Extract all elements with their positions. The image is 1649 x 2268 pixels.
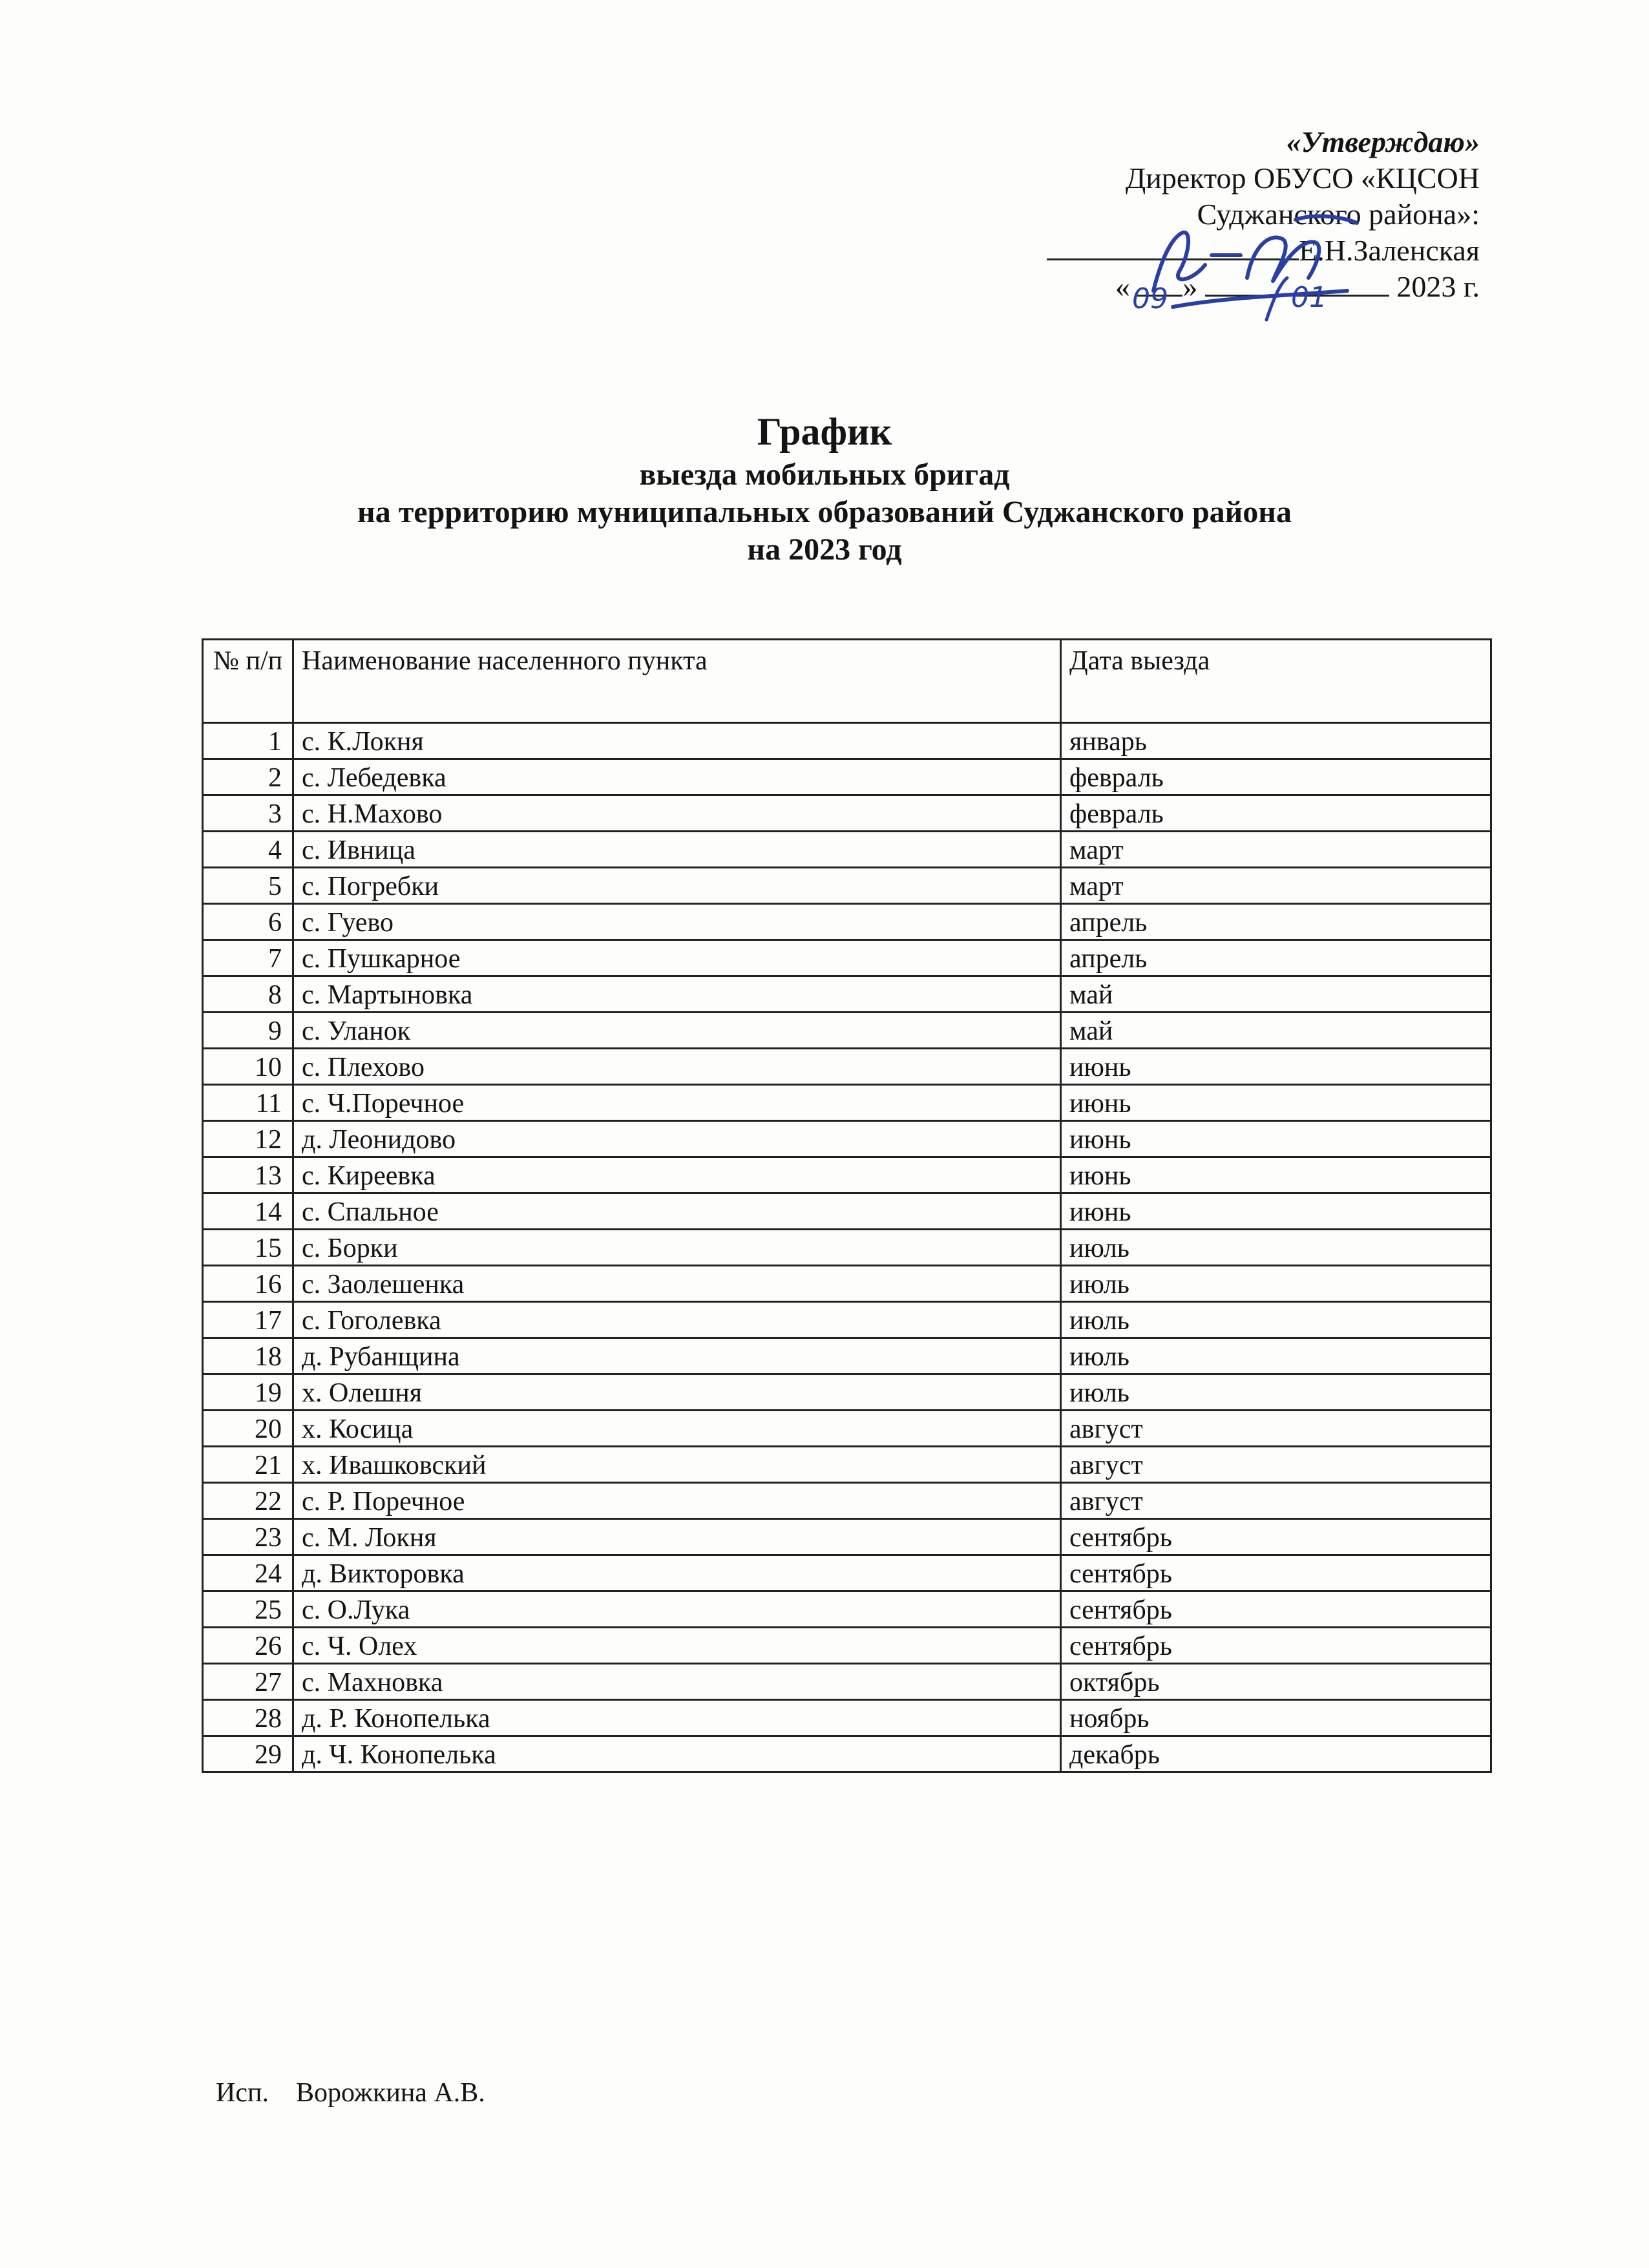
handwritten-month: 01 (1291, 281, 1327, 314)
table-row (203, 940, 1491, 976)
settlement-name: х. Косица (293, 1411, 1061, 1447)
table-row (203, 1302, 1491, 1338)
table-row (203, 904, 1491, 940)
row-number: 22 (203, 1483, 293, 1519)
departure-date: июль (1061, 1266, 1491, 1302)
row-number: 13 (203, 1157, 293, 1193)
row-number: 6 (203, 904, 293, 940)
settlement-name: с. Киреевка (293, 1157, 1061, 1193)
row-number: 26 (203, 1628, 293, 1664)
departure-date: февраль (1061, 759, 1491, 795)
row-number: 15 (203, 1230, 293, 1266)
departure-date: декабрь (1061, 1736, 1491, 1772)
approval-position-line2: Суджанского района»: (1197, 198, 1480, 231)
row-number: 21 (203, 1447, 293, 1483)
table-row (203, 1736, 1491, 1772)
table-row (203, 1049, 1491, 1085)
departure-date: июнь (1061, 1121, 1491, 1157)
departure-date: ноябрь (1061, 1700, 1491, 1736)
row-number: 25 (203, 1591, 293, 1628)
row-number: 27 (203, 1664, 293, 1700)
table-row (203, 1411, 1491, 1447)
row-number: 7 (203, 940, 293, 976)
settlement-name: с. Гуево (293, 904, 1061, 940)
settlement-name: с. Борки (293, 1230, 1061, 1266)
settlement-name: с. Плехово (293, 1049, 1061, 1085)
settlement-name: с. Ч. Олех (293, 1628, 1061, 1664)
departure-date: май (1061, 976, 1491, 1013)
departure-date: июль (1061, 1302, 1491, 1338)
table-row (203, 795, 1491, 832)
settlement-name: д. Викторовка (293, 1555, 1061, 1591)
departure-date: апрель (1061, 940, 1491, 976)
departure-date: июнь (1061, 1049, 1491, 1085)
settlement-name: с. Погребки (293, 868, 1061, 904)
departure-date: май (1061, 1013, 1491, 1049)
table-header-row (203, 640, 1491, 723)
departure-date: июнь (1061, 1157, 1491, 1193)
settlement-name: с. Мартыновка (293, 976, 1061, 1013)
table-row (203, 1338, 1491, 1374)
approval-title: «Утверждаю» (1286, 125, 1480, 158)
row-number: 5 (203, 868, 293, 904)
table-row (203, 1157, 1491, 1193)
departure-date: сентябрь (1061, 1628, 1491, 1664)
settlement-name: д. Ч. Конопелька (293, 1736, 1061, 1772)
row-number: 11 (203, 1085, 293, 1121)
table-row (203, 1230, 1491, 1266)
departure-date: июнь (1061, 1193, 1491, 1230)
handwritten-day: 09 (1132, 282, 1168, 315)
departure-date: февраль (1061, 795, 1491, 832)
handwritten-date (1118, 275, 1389, 326)
row-number: 3 (203, 795, 293, 832)
table-row (203, 1483, 1491, 1519)
row-number: 24 (203, 1555, 293, 1591)
settlement-name: с. Уланок (293, 1013, 1061, 1049)
schedule-table (202, 638, 1492, 1773)
settlement-name: с. Махновка (293, 1664, 1061, 1700)
row-number: 20 (203, 1411, 293, 1447)
table-row (203, 1013, 1491, 1049)
approval-year: 2023 г. (1396, 270, 1480, 303)
row-number: 18 (203, 1338, 293, 1374)
settlement-name: с. Р. Поречное (293, 1483, 1061, 1519)
settlement-name: с. Лебедевка (293, 759, 1061, 795)
row-number: 2 (203, 759, 293, 795)
table-row (203, 1193, 1491, 1230)
row-number: 10 (203, 1049, 293, 1085)
table-row (203, 976, 1491, 1013)
settlement-name: с. О.Лука (293, 1591, 1061, 1628)
settlement-name: с. Пушкарное (293, 940, 1061, 976)
row-number: 4 (203, 832, 293, 868)
departure-date: август (1061, 1483, 1491, 1519)
departure-date: июль (1061, 1338, 1491, 1374)
departure-date: апрель (1061, 904, 1491, 940)
departure-date: июль (1061, 1230, 1491, 1266)
document-subtitle-line1: выезда мобильных бригад (639, 457, 1010, 492)
departure-date: март (1061, 832, 1491, 868)
table-row (203, 1519, 1491, 1555)
settlement-name: х. Ивашковский (293, 1447, 1061, 1483)
departure-date: сентябрь (1061, 1519, 1491, 1555)
header-number: № п/п (203, 640, 293, 723)
settlement-name: д. Р. Конопелька (293, 1700, 1061, 1736)
row-number: 19 (203, 1374, 293, 1411)
row-number: 14 (203, 1193, 293, 1230)
settlement-name: с. Гоголевка (293, 1302, 1061, 1338)
date-close-quote: » (1182, 270, 1198, 303)
document-subtitle-line3: на 2023 год (747, 532, 902, 567)
table-row (203, 1447, 1491, 1483)
row-number: 16 (203, 1266, 293, 1302)
table-row (203, 723, 1491, 759)
approval-signatory: Е.Н.Заленская (1299, 234, 1480, 267)
departure-date: январь (1061, 723, 1491, 759)
departure-date: сентябрь (1061, 1591, 1491, 1628)
row-number: 29 (203, 1736, 293, 1772)
settlement-name: с. Н.Махово (293, 795, 1061, 832)
departure-date: сентябрь (1061, 1555, 1491, 1591)
table-row (203, 1266, 1491, 1302)
table-row (203, 1700, 1491, 1736)
document-title: График (757, 410, 892, 453)
row-number: 23 (203, 1519, 293, 1555)
settlement-name: с. Ч.Поречное (293, 1085, 1061, 1121)
document-title-block (0, 407, 1649, 569)
row-number: 1 (203, 723, 293, 759)
settlement-name: с. М. Локня (293, 1519, 1061, 1555)
departure-date: август (1061, 1411, 1491, 1447)
settlement-name: д. Леонидово (293, 1121, 1061, 1157)
settlement-name: с. Спальное (293, 1193, 1061, 1230)
row-number: 8 (203, 976, 293, 1013)
header-departure-date: Дата выезда (1061, 640, 1491, 723)
table-body (203, 723, 1491, 1772)
row-number: 28 (203, 1700, 293, 1736)
row-number: 9 (203, 1013, 293, 1049)
departure-date: октябрь (1061, 1664, 1491, 1700)
settlement-name: д. Рубанщина (293, 1338, 1061, 1374)
document-subtitle-line2: на территорию муниципальных образований Суджанского района (357, 495, 1292, 529)
departure-date: март (1061, 868, 1491, 904)
table-row (203, 1628, 1491, 1664)
table-row (203, 1591, 1491, 1628)
departure-date: август (1061, 1447, 1491, 1483)
table-row (203, 1664, 1491, 1700)
row-number: 12 (203, 1121, 293, 1157)
settlement-name: с. Заолешенка (293, 1266, 1061, 1302)
table-row (203, 1085, 1491, 1121)
settlement-name: х. Олешня (293, 1374, 1061, 1411)
executor-name: Ворожкина А.В. (295, 2078, 485, 2108)
table-row (203, 759, 1491, 795)
row-number: 17 (203, 1302, 293, 1338)
departure-date: июль (1061, 1374, 1491, 1411)
approval-position-line1: Директор ОБУСО «КЦСОН (1125, 162, 1480, 194)
table-row (203, 1374, 1491, 1411)
footer-executor (216, 2077, 485, 2108)
settlement-name: с. Ивница (293, 832, 1061, 868)
settlement-name: с. К.Локня (293, 723, 1061, 759)
departure-date: июнь (1061, 1085, 1491, 1121)
table-row (203, 1121, 1491, 1157)
executor-label: Исп. (216, 2078, 269, 2108)
table-row (203, 868, 1491, 904)
header-settlement-name: Наименование населенного пункта (293, 640, 1061, 723)
date-open-quote: « (1115, 270, 1130, 303)
table-row (203, 1555, 1491, 1591)
table-row (203, 832, 1491, 868)
